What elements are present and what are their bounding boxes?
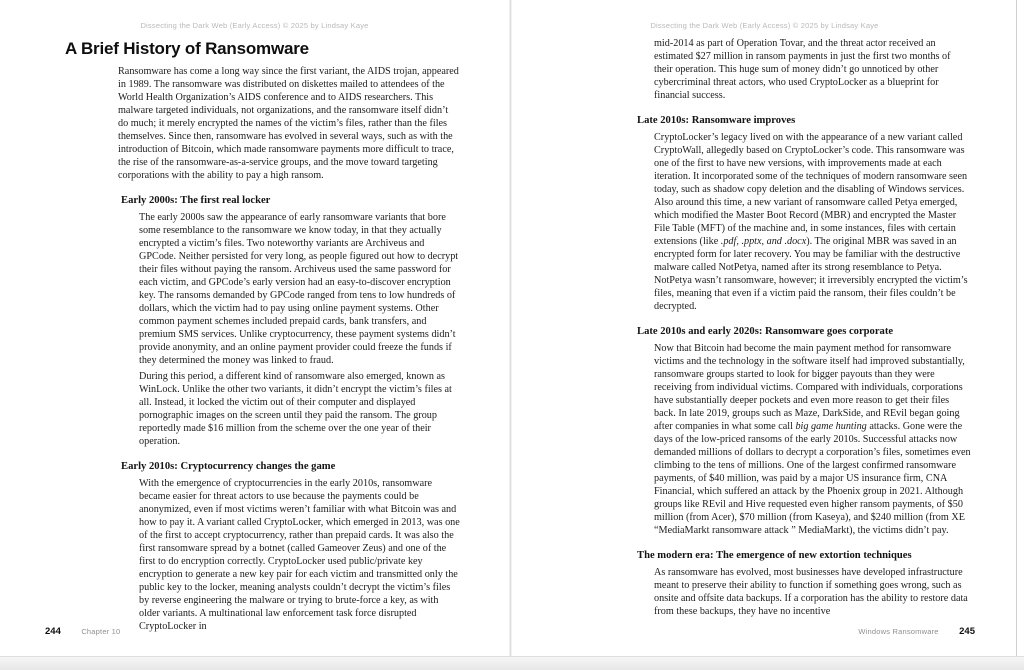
page-footer-right [858, 621, 975, 639]
section-heading-early-2010s: Early 2010s: Cryptocurrency changes the game [121, 461, 336, 472]
running-header-right: Dissecting the Dark Web (Early Access) © 2025 by Lindsay Kaye [650, 21, 879, 30]
paragraph: With the emergence of cryptocurrencies in the early 2010s, ransomware became easier for threat actors to use because the payments could be anonymized, even if most victims weren’t familiar with what Bitcoin was and how to pay it. A variant called CryptoLocker, which emerged in 2013, was one of the first to accept cryptocurrency, rather than prepaid cards. It was also the first ransomware spread by a botnet (called Gameover Zeus) and one of the first to do encryption correctly. CryptoLocker used public/private key encryption to generate a new key pair for each victim and transmitted only the public key to the locker, meaning analysts couldn’t decrypt the victim’s files by reverse engineering the malware or trying to brute-force a key, as with older variants. A multinational law enforcement task force disrupted CryptoLocker in [139, 478, 460, 632]
page-number: 244 [45, 626, 61, 637]
page-number: 245 [959, 626, 975, 637]
book-section-label: Windows Ransomware [858, 627, 939, 636]
paragraph [654, 131, 971, 313]
paragraph-text: attacks. Gone were the days of the low-priced ransoms of the early 2010s. Successful attacks now demanded millions of dollars to decrypt a corporation’s files, sometimes even climbing to the tens of millions. One of the largest confirmed ransomware payments, of $40 million, was paid by a major US insurance firm, CNA Financial, which suffered an attack by the Phoenix group in 2021. Although groups like REvil and Hive requested even higher ransom payments, of $50 million (from Acer), $70 million (from Kaseya), and $240 million (from XE “MediaMarkt ransomware attack ” MediaMarkt), the victims didn’t pay. [654, 421, 971, 536]
page-title: A Brief History of Ransomware [65, 39, 309, 58]
paragraph-continuation: mid-2014 as part of Operation Tovar, and the threat actor received an estimated $27 million in ransom payments in just the first two months of their operation. This huge sum of money didn’t go unnoticed by other cybercriminal threat actors, who used CryptoLocker as a blueprint for financial success. [654, 38, 951, 101]
paragraph-text: Now that Bitcoin had become the main payment method for ransomware victims and the technology in the software itself had improved substantially, ransomware groups started to look for bigger payouts than they were receiving from individual victims. Compared with individuals, corporations have substantially deeper pockets and even more reason to get their files back. In late 2019, groups such as Maze, DarkSide, and REvil began going after companies in what some call [654, 343, 965, 432]
page-bottom-edge [0, 656, 1024, 670]
running-header-left: Dissecting the Dark Web (Early Access) © 2025 by Lindsay Kaye [140, 21, 369, 30]
page-footer-left [45, 621, 120, 639]
left-page [0, 0, 509, 656]
page-right-edge [1016, 0, 1017, 670]
page-gutter-divider [509, 0, 512, 670]
paragraph-text: ). The original MBR was saved in an encrypted form for later recovery. You may be familiar with the destructive malware called NotPetya, named after its strong resemblance to Petya. NotPetya wasn’t ransomware, however; it irreversibly encrypted the victim’s files, meaning that even if a victim paid the ransom, their files couldn’t be decrypted. [654, 236, 968, 312]
paragraph: The early 2000s saw the appearance of early ransomware variants that bore some resemblance to the ransomware we know today, in that they actually encrypted a victim’s files. Two noteworthy variants are Archiveus and GPCode. Neither persisted for very long, as people figured out how to decrypt their files without paying the ransom. Archiveus used the same password for each victim, and GPCode’s early version had an easy-to-discover encryption key. The ransoms demanded by GPCode ranged from tens to low hundreds of dollars, which the victim had to pay using online payment systems. Other common payment schemes included prepaid cards, bank transfers, and premium SMS services. Unlike cryptocurrency, these payment systems didn’t provide anonymity, and an online payment provider could freeze the funds if they determined the money was linked to fraud. [139, 212, 459, 366]
paragraph-intro: Ransomware has come a long way since the first variant, the AIDS trojan, appeared in 1989. The ransomware was distributed on diskettes mailed to attendees of the World Health Organization’s AIDS conference and to AIDS researchers. This malware targeted individuals, not organizations, and the ransomware itself didn’t do much; it merely encrypted the names of the victim’s files, rather than the files themselves. Since then, ransomware has evolved in several ways, such as with the introduction of Bitcoin, which made ransomware payments more difficult to trace, the rise of the ransomware-as-a-service groups, and the move toward targeting corporations with the ability to pay a high ransom. [118, 66, 459, 181]
italic-big-game-hunting: big game hunting [795, 421, 867, 432]
right-page [512, 0, 1017, 656]
paragraph: During this period, a different kind of ransomware also emerged, known as WinLock. Unlike the other two variants, it didn’t encrypt the victim’s files at all. Instead, it locked the victim out of their computer and displayed pornographic images on the screen until they paid the ransom. The group reportedly made $16 million from the scheme over the one year of their operation. [139, 371, 452, 447]
italic-file-extensions: .pdf, .pptx, and .docx [720, 236, 807, 247]
section-heading-goes-corporate: Late 2010s and early 2020s: Ransomware goes corporate [637, 326, 894, 337]
section-heading-late-2010s: Late 2010s: Ransomware improves [637, 115, 796, 126]
section-heading-modern-era: The modern era: The emergence of new extortion techniques [637, 550, 912, 561]
paragraph [654, 342, 971, 537]
section-heading-early-2000s: Early 2000s: The first real locker [121, 195, 271, 206]
paragraph: As ransomware has evolved, most businesses have developed infrastructure meant to preserve their ability to function if something goes wrong, such as onsite and offsite data backups. If a corporation has the ability to restore data from these backups, they have no incentive [654, 567, 968, 617]
paragraph-text: CryptoLocker’s legacy lived on with the appearance of a new variant called CryptoWall, allegedly based on CryptoLocker’s code. This ransomware was one of the first to have new versions, with improvements made at each iteration. It incorporated some of the techniques of modern ransomware seen today, such as shadow copy deletion and the disabling of Windows services. Also around this time, a new variant of ransomware called Petya emerged, which modified the Master Boot Record (MBR) and encrypted the Master File Table (MFT) of the machine and, in some instances, files with certain extensions (like [654, 132, 968, 247]
chapter-label: Chapter 10 [81, 627, 121, 636]
